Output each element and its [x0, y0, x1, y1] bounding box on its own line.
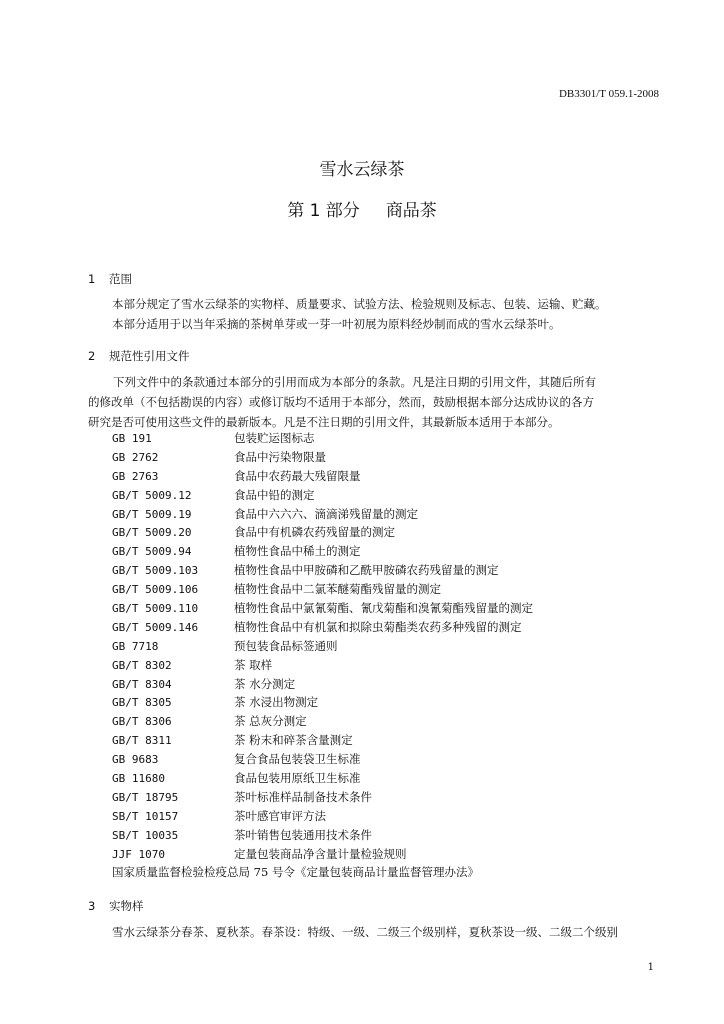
reference-name: 植物性食品中二氯苯醚菊酯残留量的测定 — [234, 582, 441, 597]
reference-item — [112, 676, 533, 695]
reference-item — [112, 487, 533, 506]
reference-name: 茶 水分测定 — [234, 676, 296, 691]
reference-name: 食品中铅的测定 — [234, 487, 315, 502]
part-name: 商品茶 — [385, 201, 437, 221]
reference-item — [112, 562, 533, 581]
section-title: 实物样 — [109, 899, 144, 913]
reference-code: GB/T 5009.110 — [112, 602, 199, 616]
reference-name: 食品中六六六、滴滴涕残留量的测定 — [234, 506, 418, 521]
reference-code: GB 191 — [112, 432, 152, 445]
intro-line: 研究是否可使用这些文件的最新版本。凡是不注日期的引用文件，其最新版本适用于本部分。 — [88, 415, 560, 429]
reference-list — [112, 430, 533, 883]
reference-item — [112, 846, 533, 865]
reference-name: 复合食品包装袋卫生标准 — [234, 752, 361, 767]
reference-name: 定量包装商品净含量计量检验规则 — [234, 846, 407, 861]
sample-line-1: 雪水云绿茶分春茶、夏秋茶。春茶设：特级、一级、二级三个级别样，夏秋茶设一级、二级二个级别 — [112, 925, 618, 939]
reference-code: SB/T 10035 — [112, 828, 179, 842]
reference-item — [112, 468, 533, 487]
reference-name: 包装贮运图标志 — [234, 431, 315, 445]
intro-line: 的修改单（不包括勘误的内容）或修订版均不适用于本部分，然而，鼓励根据本部分达成协议的各方 — [88, 395, 594, 409]
reference-item — [112, 827, 533, 846]
reference-name: 茶叶感官审评方法 — [234, 808, 326, 823]
reference-code: GB/T 5009.19 — [112, 507, 192, 521]
reference-name: 茶 粉末和碎茶含量测定 — [234, 733, 353, 748]
section-title: 范围 — [109, 272, 132, 286]
reference-code: GB/T 5009.103 — [112, 564, 199, 578]
scope-line-2: 本部分适用于以当年采摘的茶树单芽或一芽一叶初展为原料经炒制而成的雪水云绿茶叶。 — [112, 317, 561, 331]
reference-code: GB/T 5009.94 — [112, 545, 192, 559]
reference-name: 植物性食品中稀土的测定 — [234, 544, 361, 559]
reference-item — [112, 713, 533, 732]
reference-item — [112, 600, 533, 619]
intro-line: 下列文件中的条款通过本部分的引用而成为本部分的条款。凡是注日期的引用文件，其随后所有 — [113, 375, 596, 389]
reference-code: GB/T 8304 — [112, 677, 172, 691]
section-number: 1 — [88, 272, 96, 286]
reference-item — [112, 751, 533, 770]
reference-name: 食品中污染物限量 — [234, 449, 326, 464]
reference-code: GB/T 8305 — [112, 696, 172, 710]
reference-item — [112, 789, 533, 808]
reference-name: 茶 总灰分测定 — [234, 714, 307, 729]
document-title: 雪水云绿茶 — [319, 160, 405, 180]
reference-code: GB/T 5009.12 — [112, 488, 192, 502]
reference-code: GB 11680 — [112, 772, 165, 786]
section-title: 规范性引用文件 — [109, 349, 190, 363]
reference-item — [112, 449, 533, 468]
reference-item — [112, 770, 533, 789]
reference-order-line: 国家质量监督检验检疫总局 75 号令《定量包装商品计量监督管理办法》 — [112, 865, 479, 880]
reference-name: 食品包装用原纸卫生标准 — [234, 771, 361, 786]
section-heading-normative-references — [88, 348, 190, 364]
reference-name: 茶 取样 — [234, 657, 273, 672]
page-number: 1 — [647, 962, 654, 973]
reference-name: 茶叶标准样品制备技术条件 — [234, 789, 372, 804]
reference-code: GB 2762 — [112, 450, 159, 464]
reference-code: GB/T 5009.20 — [112, 526, 192, 540]
reference-code: GB/T 5009.146 — [112, 620, 199, 634]
reference-name: 食品中有机磷农药残留量的测定 — [234, 525, 395, 540]
reference-name: 植物性食品中氯氰菊酯、氰戊菊酯和溴氰菊酯残留量的测定 — [234, 601, 533, 616]
reference-code: GB/T 18795 — [112, 790, 179, 804]
section-heading-scope — [88, 271, 132, 287]
section-number: 3 — [88, 899, 96, 913]
reference-name: 预包装食品标签通则 — [234, 638, 338, 653]
reference-item — [112, 657, 533, 676]
reference-item — [112, 694, 533, 713]
reference-name: 茶 水浸出物测定 — [234, 695, 319, 710]
section-number: 2 — [88, 349, 96, 363]
reference-code: GB/T 8311 — [112, 734, 172, 748]
reference-code: GB/T 8302 — [112, 658, 172, 672]
reference-name: 植物性食品中甲胺磷和乙酰甲胺磷农药残留量的测定 — [234, 563, 499, 578]
reference-code: GB/T 8306 — [112, 715, 172, 729]
reference-code: JJF 1070 — [112, 847, 165, 861]
reference-name: 植物性食品中有机氯和拟除虫菊酯类农药多种残留的测定 — [234, 619, 522, 634]
document-code: DB3301/T 059.1-2008 — [558, 88, 659, 100]
reference-item — [112, 543, 533, 562]
reference-item — [112, 619, 533, 638]
reference-item — [112, 732, 533, 751]
part-number: 第 1 部分 — [287, 201, 360, 221]
reference-item — [112, 638, 533, 657]
reference-item — [112, 430, 533, 449]
reference-item — [112, 581, 533, 600]
document-subtitle — [0, 196, 724, 221]
reference-item — [112, 524, 533, 543]
reference-item — [112, 506, 533, 525]
reference-code: GB 9683 — [112, 753, 159, 767]
reference-name: 食品中农药最大残留限量 — [234, 468, 361, 483]
scope-line-1: 本部分规定了雪水云绿茶的实物样、质量要求、试验方法、检验规则及标志、包装、运输、贮藏。 — [112, 297, 607, 311]
references-intro — [88, 372, 658, 432]
reference-code: GB 2763 — [112, 469, 159, 483]
reference-code: SB/T 10157 — [112, 809, 179, 823]
reference-code: GB/T 5009.106 — [112, 583, 199, 597]
reference-code: GB 7718 — [112, 639, 159, 653]
section-heading-physical-sample — [88, 898, 144, 914]
reference-name: 茶叶销售包装通用技术条件 — [234, 827, 372, 842]
reference-item — [112, 808, 533, 827]
